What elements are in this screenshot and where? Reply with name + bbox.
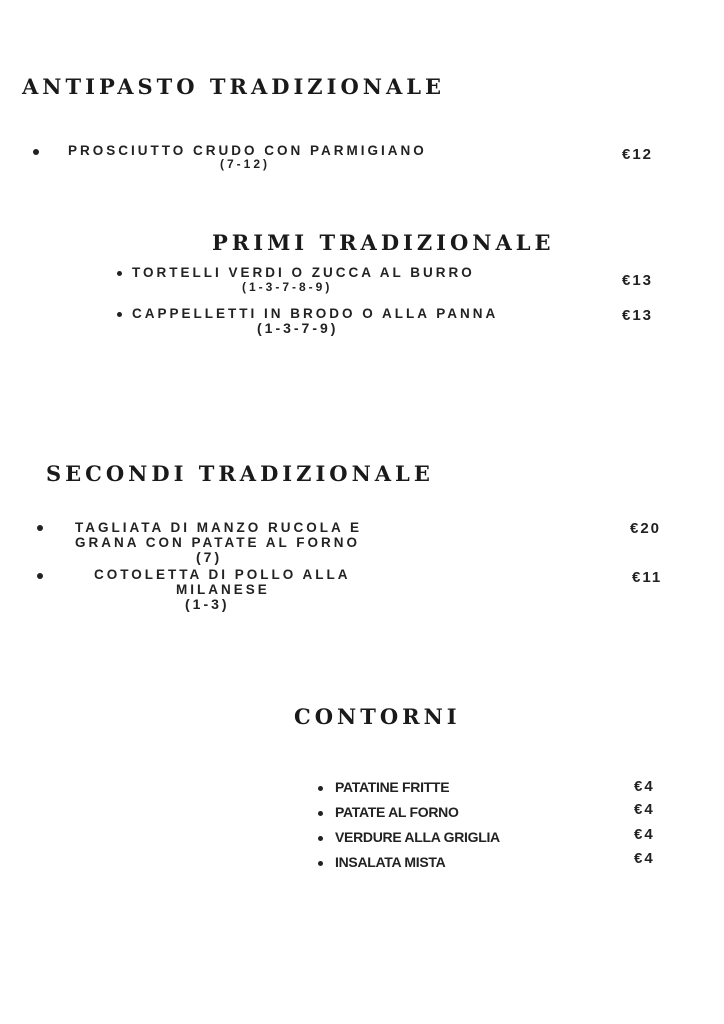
section-title-antipasto: ANTIPASTO TRADIZIONALE — [22, 74, 446, 99]
allergens-cappelletti: (1-3-7-9) — [257, 320, 339, 336]
price-cappelletti: €13 — [622, 307, 654, 324]
price-tagliata: €20 — [630, 520, 662, 537]
bullet — [37, 573, 43, 579]
side-item-insalata: INSALATA MISTA — [335, 854, 446, 870]
section-title-secondi: SECONDI TRADIZIONALE — [46, 461, 434, 486]
allergens-tortelli: (1-3-7-8-9) — [242, 280, 333, 294]
price-patate: €4 — [634, 801, 655, 818]
side-item-verdure: VERDURE ALLA GRIGLIA — [335, 829, 500, 845]
menu-item-tagliata-line2: GRANA CON PATATE AL FORNO — [75, 535, 360, 550]
bullet — [117, 271, 122, 276]
bullet — [318, 786, 323, 791]
bullet — [318, 861, 323, 866]
bullet — [318, 836, 323, 841]
price-patatine: €4 — [634, 778, 655, 795]
price-prosciutto: €12 — [622, 146, 654, 163]
section-title-contorni: CONTORNI — [294, 704, 461, 729]
allergens-prosciutto: (7-12) — [220, 157, 271, 171]
menu-item-prosciutto: PROSCIUTTO CRUDO CON PARMIGIANO — [68, 143, 427, 158]
bullet — [33, 149, 39, 155]
allergens-tagliata: (7) — [196, 549, 223, 565]
side-item-patate: PATATE AL FORNO — [335, 804, 459, 820]
price-cotoletta: €11 — [632, 569, 663, 586]
price-insalata: €4 — [634, 850, 655, 867]
allergens-cotoletta: (1-3) — [185, 596, 230, 612]
menu-item-tortelli: TORTELLI VERDI O ZUCCA AL BURRO — [132, 265, 475, 280]
price-tortelli: €13 — [622, 272, 654, 289]
menu-item-cotoletta-line1: COTOLETTA DI POLLO ALLA — [94, 567, 351, 582]
menu-item-cotoletta-line2: MILANESE — [176, 582, 270, 597]
section-title-primi: PRIMI TRADIZIONALE — [212, 230, 555, 255]
bullet — [117, 312, 122, 317]
side-item-patatine: PATATINE FRITTE — [335, 779, 450, 795]
menu-item-cappelletti: CAPPELLETTI IN BRODO O ALLA PANNA — [132, 306, 499, 321]
bullet — [318, 811, 323, 816]
menu-item-tagliata-line1: TAGLIATA DI MANZO RUCOLA E — [75, 520, 362, 535]
bullet — [37, 525, 43, 531]
price-verdure: €4 — [634, 826, 655, 843]
